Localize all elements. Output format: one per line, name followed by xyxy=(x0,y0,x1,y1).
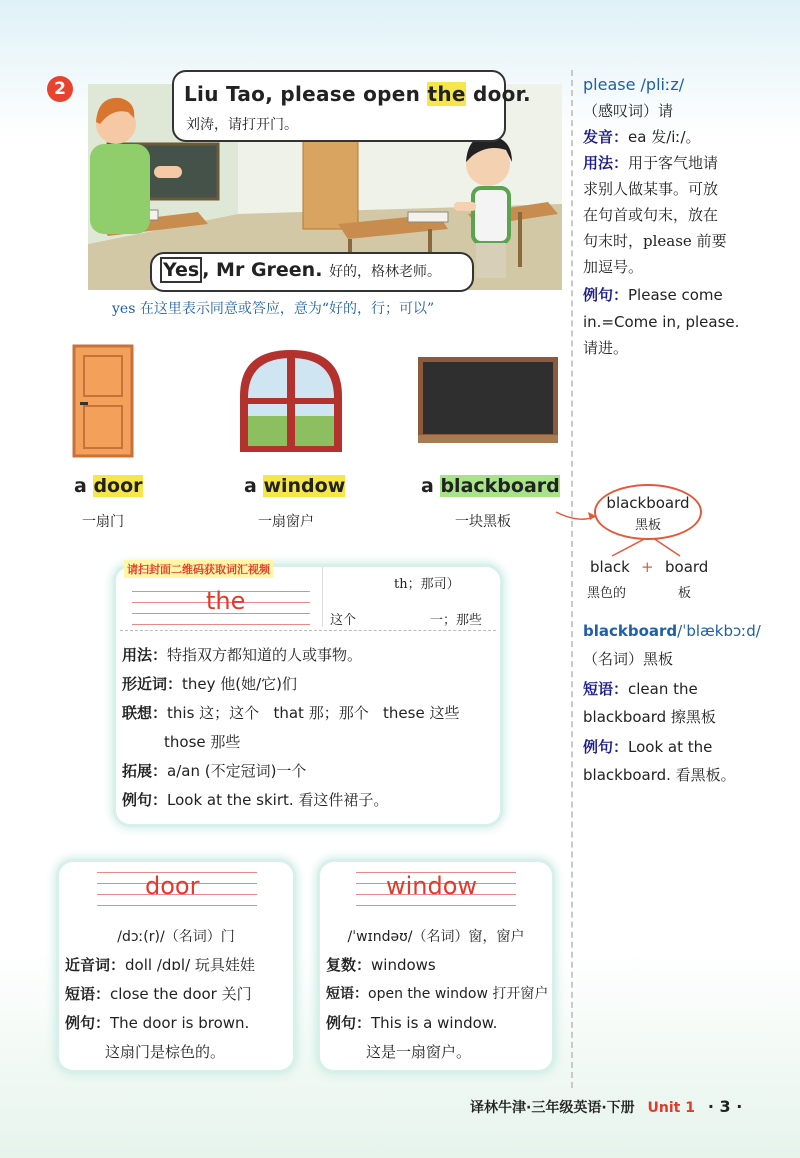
please-headword: please /pliːz/ xyxy=(583,75,685,94)
unit-label: Unit 1 xyxy=(647,1100,695,1116)
please-example-3: 请进。 xyxy=(583,339,629,357)
window-phonetic: /ˈwɪndəʊ/（名词）窗，窗户 xyxy=(347,929,525,945)
vocab-blackboard-zh: 一块黑板 xyxy=(455,514,511,530)
please-usage-4: 句末时，please 前要 xyxy=(583,232,727,250)
please-example-2: in.=Come in, please. xyxy=(583,313,740,331)
the-hint-right: 一；那些 xyxy=(430,613,483,628)
window-card-body xyxy=(326,952,550,1062)
card-divider xyxy=(322,567,323,627)
compound-plus: + xyxy=(641,558,654,576)
the-example-row: 例句：Look at the skirt. 看这件裙子。 xyxy=(122,791,389,809)
boy-line: Yes , Mr Green. 好的，格林老师。 xyxy=(160,259,441,281)
compound-part1: black xyxy=(590,558,630,576)
please-example-1: 例句：Please come xyxy=(583,286,723,304)
blackboard-pos: （名词）黑板 xyxy=(583,650,674,668)
the-ext-row: 拓展：a/an (不定冠词)一个 xyxy=(122,762,307,780)
door-card-body xyxy=(65,952,291,1062)
door-picture xyxy=(72,344,134,458)
the-usage-row: 用法：特指双方都知道的人或事物。 xyxy=(122,646,363,664)
window-phrase-row: 短语：open the window 打开窗户 xyxy=(326,986,549,1002)
yes-usage-note: yes 在这里表示同意或答应，意为“好的，行；可以” xyxy=(112,301,435,317)
window-plural-row: 复数：windows xyxy=(326,956,436,974)
the-hint-left: 这个 xyxy=(330,613,357,628)
window-example-row: 例句：This is a window. xyxy=(326,1014,498,1032)
compound-part1-zh: 黑色的 xyxy=(587,586,627,601)
teacher-line-translation: 刘涛，请打开门。 xyxy=(186,117,298,133)
window-picture xyxy=(236,346,346,456)
blackboard-phrase-2: blackboard 擦黑板 xyxy=(583,708,716,726)
card-separator xyxy=(120,630,496,631)
please-usage-3: 在句首或句末，放在 xyxy=(583,206,719,224)
blackboard-picture xyxy=(418,357,558,443)
vocab-door-zh: 一扇门 xyxy=(82,514,124,530)
please-pos: （感叹词）请 xyxy=(583,102,674,120)
please-pron: 发音：ea 发/iː/。 xyxy=(583,128,701,146)
teacher-line: Liu Tao, please open the door. xyxy=(184,82,531,106)
boy-speech-bubble xyxy=(150,252,474,292)
window-word: window xyxy=(386,872,478,900)
the-card-body xyxy=(122,642,492,812)
compound-part2: board xyxy=(665,558,709,576)
vocab-window-zh: 一扇窗户 xyxy=(258,514,314,530)
the-similar-row: 形近词：they 他(她/它)们 xyxy=(122,675,298,693)
blackboard-example-1: 例句：Look at the xyxy=(583,738,713,756)
door-word: door xyxy=(145,872,200,900)
door-example-row: 例句：The door is brown. xyxy=(65,1014,250,1032)
notes-sidebar xyxy=(571,70,795,1088)
teacher-speech-bubble xyxy=(172,70,531,142)
door-homo-row: 近音词：doll /dɒl/ 玩具娃娃 xyxy=(65,956,255,974)
page-footer xyxy=(470,1097,742,1117)
please-usage-2: 求别人做某事。可放 xyxy=(583,180,719,198)
section-number-badge: 2 xyxy=(47,76,73,102)
door-word-card xyxy=(59,862,293,1070)
compound-word: blackboard xyxy=(606,494,690,512)
page-number: · 3 · xyxy=(707,1097,743,1116)
please-usage-5: 加逗号。 xyxy=(583,258,644,276)
the-assoc-row2: those 那些 xyxy=(164,733,241,751)
window-word-card xyxy=(320,862,552,1070)
door-example-zh: 这扇门是棕色的。 xyxy=(105,1043,226,1061)
the-assoc-row: 联想：this 这；这个 that 那；那个 these 这些 xyxy=(122,704,460,722)
door-phonetic: /dɔː(r)/（名词）门 xyxy=(117,929,235,945)
vocab-door: a door xyxy=(74,475,143,497)
compound-part2-zh: 板 xyxy=(678,586,692,601)
the-hint-top: th；那司） xyxy=(394,577,460,592)
the-word-card xyxy=(116,567,500,824)
blackboard-headword: blackboard/ˈblækbɔːd/ xyxy=(583,622,761,640)
qr-banner: 请扫封面二维码获取词汇视频 xyxy=(124,560,273,578)
the-word: the xyxy=(206,587,246,615)
compound-word-zh: 黑板 xyxy=(634,518,661,533)
blackboard-phrase-1: 短语：clean the xyxy=(583,680,698,698)
please-usage-1: 用法：用于客气地请 xyxy=(583,154,719,172)
door-phrase-row: 短语：close the door 关门 xyxy=(65,985,252,1003)
vocab-blackboard: a blackboard xyxy=(421,475,560,497)
vocab-window: a window xyxy=(244,475,346,497)
blackboard-example-2: blackboard. 看黑板。 xyxy=(583,766,736,784)
book-title: 译林牛津·三年级英语·下册 xyxy=(470,1100,635,1116)
window-example-zh: 这是一扇窗户。 xyxy=(366,1043,472,1061)
